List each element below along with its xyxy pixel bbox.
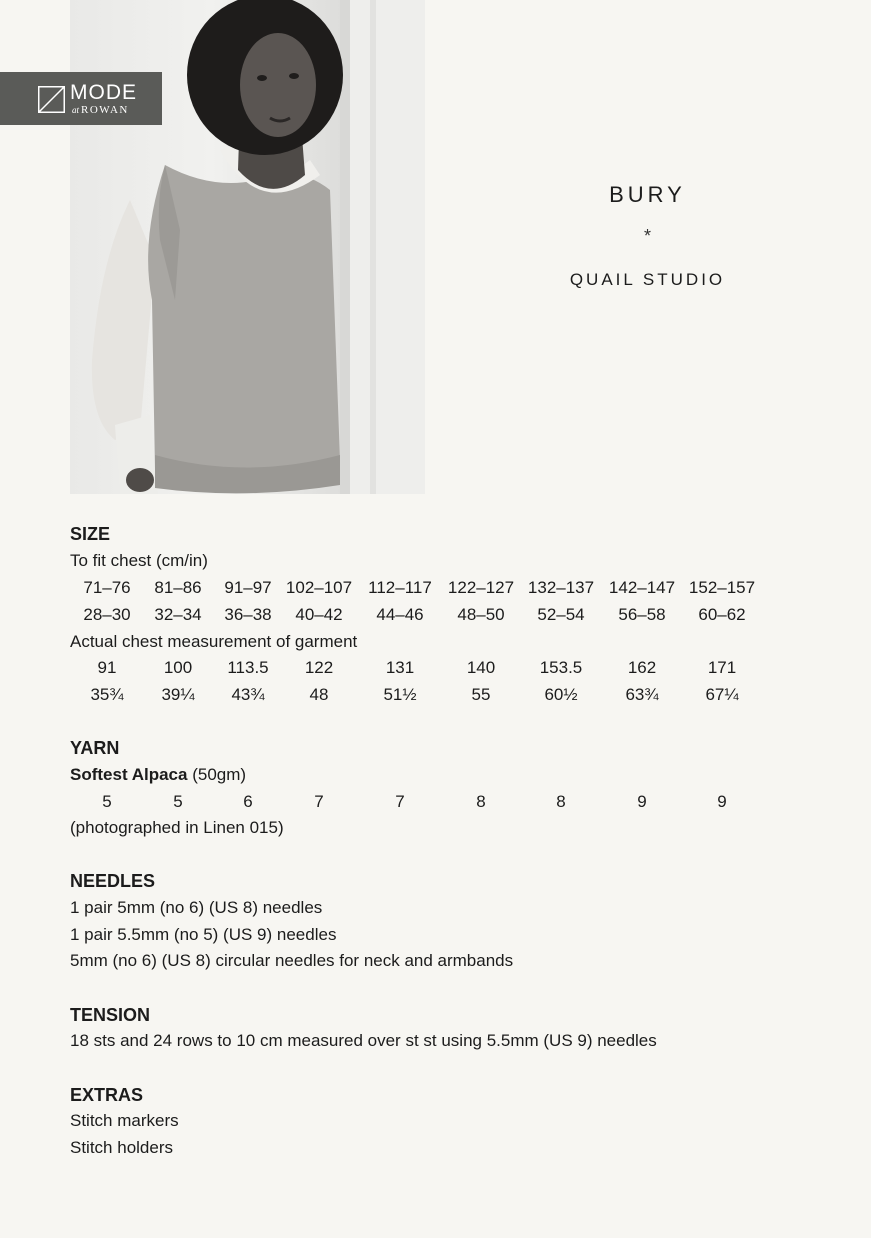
- fit-cm-cell: 102–107: [285, 578, 353, 597]
- logo-slash-icon: [38, 86, 65, 113]
- yarn-note: (photographed in Linen 015): [70, 818, 284, 837]
- mode-at-rowan-logo: [0, 72, 162, 125]
- yarn-balls-cell: 9: [717, 792, 727, 811]
- yarn-balls-cell: 8: [556, 792, 566, 811]
- actual-in-cell: 60½: [544, 685, 578, 704]
- yarn-weight: (50gm): [192, 765, 247, 784]
- yarn-balls-row: [0, 792, 871, 812]
- fit-in-cell: 36–38: [224, 605, 272, 624]
- extras-line: Stitch holders: [70, 1138, 173, 1157]
- fit-chest-label: To fit chest (cm/in): [70, 551, 208, 570]
- actual-in-cell: 51½: [383, 685, 417, 704]
- fit-in-cell: 48–50: [457, 605, 505, 624]
- needles-line: 1 pair 5.5mm (no 5) (US 9) needles: [70, 925, 337, 944]
- fit-in-cell: 32–34: [154, 605, 202, 624]
- actual-cm-cell: 91: [97, 658, 117, 677]
- actual-cm-cell: 162: [627, 658, 657, 677]
- size-heading: SIZE: [70, 524, 111, 544]
- extras-heading: EXTRAS: [70, 1085, 144, 1105]
- fit-cm-cell: 122–127: [447, 578, 515, 597]
- yarn-balls-cell: 9: [637, 792, 647, 811]
- actual-cm-cell: 171: [707, 658, 737, 677]
- actual-in-cell: 55: [471, 685, 491, 704]
- needles-heading: NEEDLES: [70, 871, 156, 891]
- title-separator: *: [643, 226, 651, 246]
- needles-line: 5mm (no 6) (US 8) circular needles for neck and armbands: [70, 951, 514, 970]
- fit-cm-row: [0, 578, 871, 598]
- fit-in-cell: 60–62: [698, 605, 746, 624]
- actual-cm-cell: 100: [163, 658, 193, 677]
- yarn-balls-cell: 7: [395, 792, 405, 811]
- actual-cm-cell: 122: [304, 658, 334, 677]
- fit-in-cell: 56–58: [618, 605, 666, 624]
- fit-cm-cell: 81–86: [154, 578, 202, 597]
- fit-cm-cell: 91–97: [224, 578, 272, 597]
- tension-text: 18 sts and 24 rows to 10 cm measured over st st using 5.5mm (US 9) needles: [70, 1031, 657, 1050]
- fit-cm-cell: 132–137: [527, 578, 595, 597]
- actual-cm-cell: 113.5: [227, 658, 269, 677]
- fit-in-row: [0, 605, 871, 625]
- actual-in-cell: 43¾: [231, 685, 265, 704]
- fit-in-cell: 40–42: [295, 605, 343, 624]
- yarn-heading: YARN: [70, 738, 120, 758]
- actual-cm-cell: 140: [466, 658, 496, 677]
- yarn-balls-cell: 6: [243, 792, 253, 811]
- actual-in-cell: 35¾: [90, 685, 124, 704]
- pattern-title: BURY: [609, 182, 686, 207]
- fit-cm-cell: 71–76: [83, 578, 131, 597]
- designer-name: QUAIL STUDIO: [569, 270, 726, 289]
- fit-cm-cell: 112–117: [368, 578, 432, 597]
- fit-in-cell: 44–46: [376, 605, 424, 624]
- actual-in-cell: 63¾: [625, 685, 659, 704]
- actual-chest-label: Actual chest measurement of garment: [70, 632, 358, 651]
- logo-subtitle: at ROWAN: [72, 104, 129, 116]
- fit-cm-cell: 152–157: [688, 578, 756, 597]
- yarn-balls-cell: 5: [173, 792, 183, 811]
- actual-in-cell: 48: [309, 685, 329, 704]
- tension-heading: TENSION: [70, 1005, 151, 1025]
- needles-line: 1 pair 5mm (no 6) (US 8) needles: [70, 898, 323, 917]
- actual-cm-cell: 153.5: [539, 658, 583, 677]
- actual-cm-row: [0, 658, 871, 678]
- yarn-balls-cell: 5: [102, 792, 112, 811]
- actual-in-cell: 39¼: [161, 685, 195, 704]
- extras-line: Stitch markers: [70, 1111, 179, 1130]
- yarn-name-line: [70, 765, 246, 785]
- fit-cm-cell: 142–147: [608, 578, 676, 597]
- actual-in-cell: 67¼: [705, 685, 739, 704]
- yarn-balls-cell: 7: [314, 792, 324, 811]
- fit-in-cell: 28–30: [83, 605, 131, 624]
- logo-wordmark: MODE: [70, 81, 137, 104]
- actual-in-row: [0, 685, 871, 705]
- fit-in-cell: 52–54: [537, 605, 585, 624]
- yarn-name: Softest Alpaca: [70, 765, 188, 784]
- actual-cm-cell: 131: [385, 658, 415, 677]
- yarn-balls-cell: 8: [476, 792, 486, 811]
